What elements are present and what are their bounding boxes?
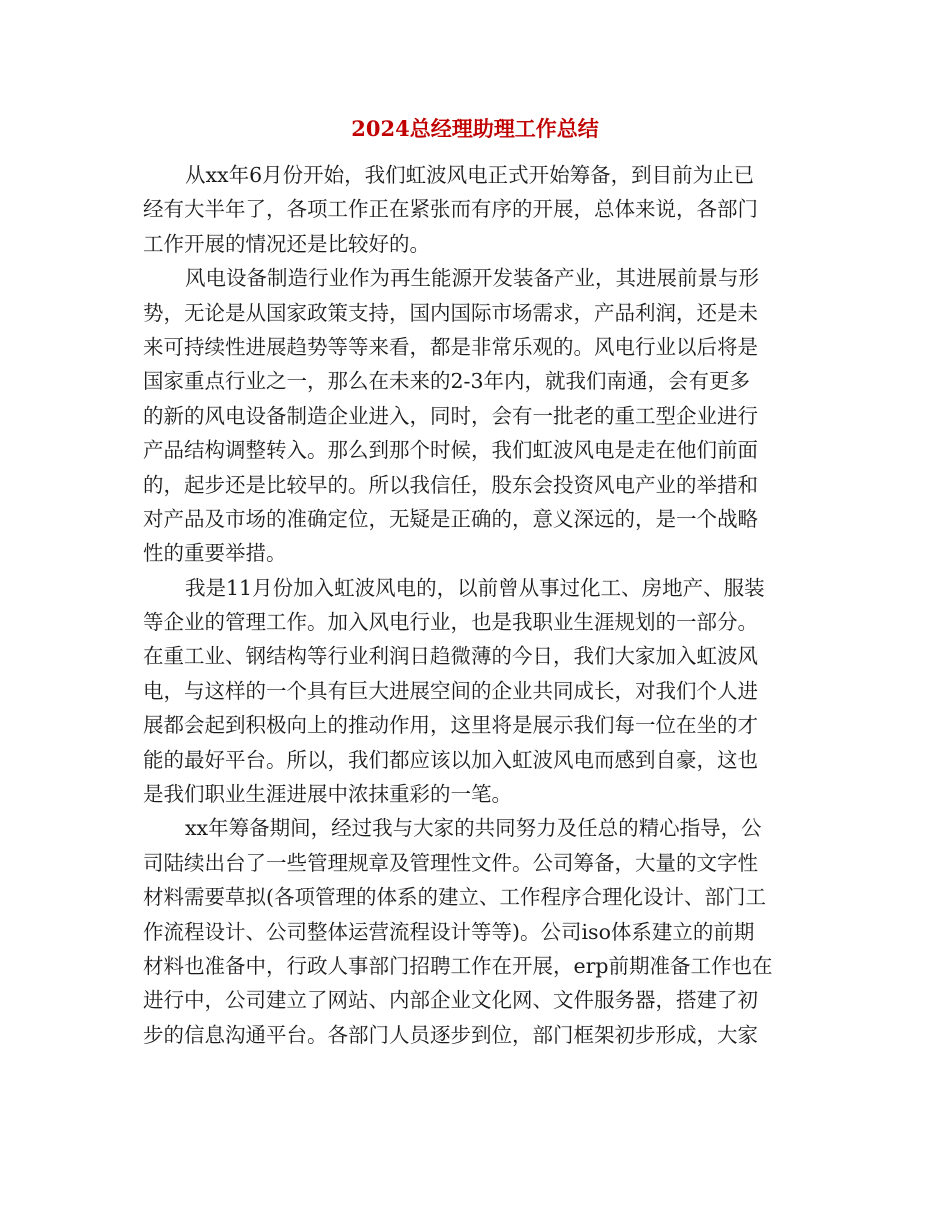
body-line: 作流程设计、公司整体运营流程设计等等)。公司iso体系建立的前期	[143, 919, 755, 944]
body-line: 步的信息沟通平台。各部门人员逐步到位，部门框架初步形成，大家	[143, 1022, 758, 1047]
body-line: 性的重要举措。	[143, 541, 287, 566]
body-line: 材料也准备中，行政人事部门招聘工作在开展，erp前期准备工作也在	[143, 953, 773, 978]
body-line: 来可持续性进展趋势等等来看，都是非常乐观的。风电行业以后将是	[143, 334, 758, 359]
body-line: 我是11月份加入虹波风电的，以前曾从事过化工、房地产、服装	[185, 575, 765, 600]
body-line: 展都会起到积极向上的推动作用，这里将是展示我们每一位在坐的才	[143, 713, 758, 738]
body-line: 在重工业、钢结构等行业利润日趋微薄的今日，我们大家加入虹波风	[143, 644, 758, 669]
body-line: 能的最好平台。所以，我们都应该以加入虹波风电而感到自豪，这也	[143, 747, 758, 772]
body-line: 从xx年6月份开始，我们虹波风电正式开始筹备，到目前为止已	[185, 163, 755, 187]
body-line: 的，起步还是比较早的。所以我信任，股东会投资风电产业的举措和	[143, 472, 758, 497]
body-line: 国家重点行业之一，那么在未来的2-3年内，就我们南通，会有更多	[143, 369, 751, 394]
document-body	[143, 158, 807, 1052]
body-line: 工作开展的情况还是比较好的。	[143, 231, 430, 256]
body-line: 产品结构调整转入。那么到那个时候，我们虹波风电是走在他们前面	[143, 438, 758, 463]
body-line: 是我们职业生涯进展中浓抹重彩的一笔。	[143, 782, 512, 807]
body-line: 经有大半年了，各项工作正在紧张而有序的开展，总体来说，各部门	[143, 197, 758, 222]
body-line: 材料需要草拟(各项管理的体系的建立、工作程序合理化设计、部门工	[143, 885, 766, 910]
body-line: 风电设备制造行业作为再生能源开发装备产业，其进展前景与形	[185, 266, 759, 291]
body-line: 势，无论是从国家政策支持，国内国际市场需求，产品利润，还是未	[143, 300, 758, 325]
body-line: 司陆续出台了一些管理规章及管理性文件。公司筹备，大量的文字性	[143, 850, 758, 875]
body-line: 对产品及市场的准确定位，无疑是正确的，意义深远的，是一个战略	[143, 506, 758, 531]
body-line: xx年筹备期间，经过我与大家的共同努力及任总的精心指导，公	[185, 816, 762, 841]
document-title: 2024总经理助理工作总结	[351, 116, 599, 141]
body-line: 的新的风电设备制造企业进入，同时，会有一批老的重工型企业进行	[143, 403, 758, 428]
body-line: 等企业的管理工作。加入风电行业，也是我职业生涯规划的一部分。	[143, 610, 758, 635]
body-line: 进行中，公司建立了网站、内部企业文化网、文件服务器，搭建了初	[143, 988, 758, 1013]
body-line: 电，与这样的一个具有巨大进展空间的企业共同成长，对我们个人进	[143, 678, 758, 703]
